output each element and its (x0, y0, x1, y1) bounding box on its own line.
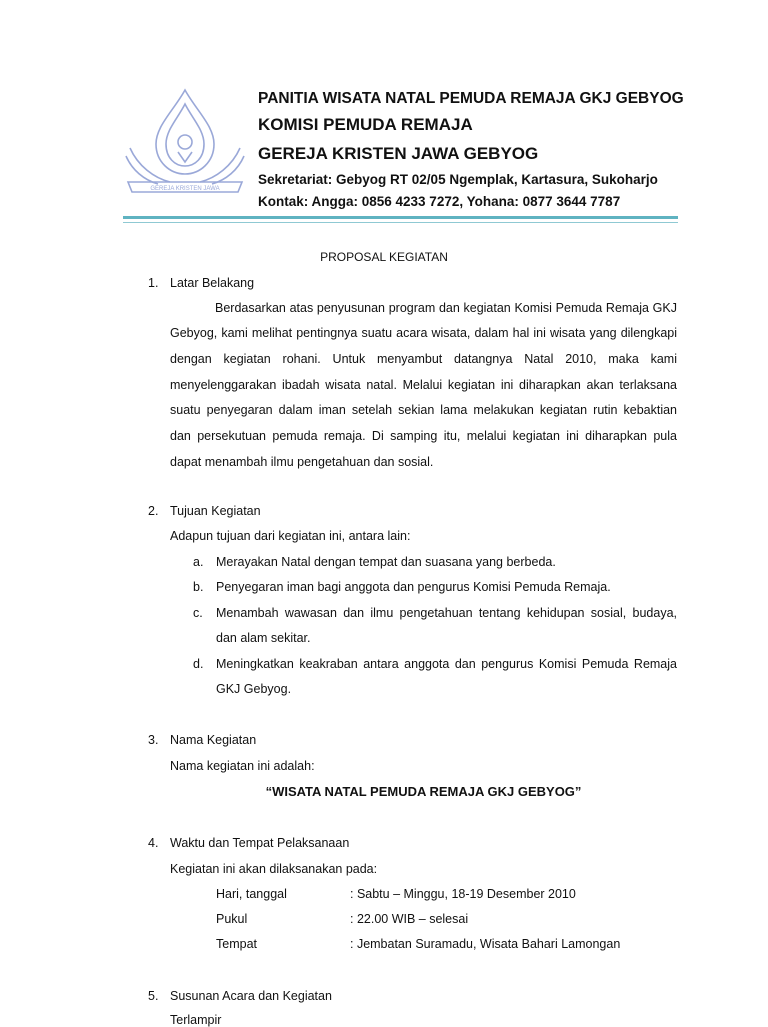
paragraph-line: Berdasarkan atas penyusunan program dan kegiatan Komisi Pemuda Remaja GKJ (215, 301, 677, 315)
schedule-label: Pukul (216, 912, 248, 926)
schedule-label: Tempat (216, 937, 257, 951)
section-heading: Tujuan Kegiatan (170, 504, 261, 518)
section-intro: Kegiatan ini akan dilaksanakan pada: (170, 862, 378, 876)
list-item: Merayakan Natal dengan tempat dan suasana yang berbeda. (216, 555, 556, 569)
logo-text: GEREJA KRISTEN JAWA (150, 186, 220, 192)
list-item: Menambah wawasan dan ilmu pengetahuan tentang kehidupan sosial, budaya, (216, 606, 677, 620)
section-heading: Waktu dan Tempat Pelaksanaan (170, 836, 350, 850)
list-item-continuation: dan alam sekitar. (216, 631, 311, 645)
section-number: 5. (148, 989, 159, 1003)
section-intro: Adapun tujuan dari kegiatan ini, antara lain: (170, 529, 411, 543)
section-intro: Terlampir (170, 1013, 222, 1027)
paragraph-line: Gebyog, kami melihat pentingnya suatu acara wisata, dalam hal ini wisata yang dilengkapi (170, 326, 677, 340)
paragraph-line: dan persekutuan pemuda remaja. Di samping itu, melalui kegiatan ini diharapkan pula (170, 429, 677, 443)
schedule-value: : Sabtu – Minggu, 18-19 Desember 2010 (350, 887, 576, 901)
list-letter: a. (193, 555, 204, 569)
list-letter: b. (193, 580, 204, 594)
document-title: PROPOSAL KEGIATAN (320, 250, 448, 264)
section-number: 4. (148, 836, 159, 850)
secretariat-address: Sekretariat: Gebyog RT 02/05 Ngemplak, Kartasura, Sukoharjo (258, 172, 658, 187)
section-number: 3. (148, 733, 159, 747)
paragraph-line: dapat menambah ilmu pengetahuan dan sosial. (170, 455, 434, 469)
list-item: Meningkatkan keakraban antara anggota dan pengurus Komisi Pemuda Remaja (216, 657, 677, 671)
church-name: GEREJA KRISTEN JAWA GEBYOG (258, 144, 539, 163)
paragraph-line: menyelenggarakan ibadah wisata natal. Melalui kegiatan ini diharapkan akan terlaksana (170, 378, 677, 392)
section-heading: Nama Kegiatan (170, 733, 257, 747)
section-heading: Latar Belakang (170, 276, 255, 290)
header-rule (123, 216, 678, 219)
commission-name: KOMISI PEMUDA REMAJA (258, 115, 473, 134)
section-number: 2. (148, 504, 159, 518)
section-heading: Susunan Acara dan Kegiatan (170, 989, 332, 1003)
church-logo (122, 86, 248, 198)
contact-info: Kontak: Angga: 0856 4233 7272, Yohana: 0877 3644 7787 (258, 194, 621, 209)
list-letter: c. (193, 606, 203, 620)
paragraph-line: suatu penyegaran dalam iman setelah sekian lama melakukan kegiatan rutin kebaktian (170, 403, 677, 417)
section-intro: Nama kegiatan ini adalah: (170, 759, 315, 773)
schedule-label: Hari, tanggal (216, 887, 287, 901)
committee-name: PANITIA WISATA NATAL PEMUDA REMAJA GKJ GEBYOG (258, 90, 684, 107)
paragraph-line: dengan kegiatan rohani. Untuk menyambut datangnya Natal 2010, maka kami (170, 352, 677, 366)
schedule-value: : 22.00 WIB – selesai (350, 912, 469, 926)
schedule-value: : Jembatan Suramadu, Wisata Bahari Lamongan (350, 937, 621, 951)
list-item-continuation: GKJ Gebyog. (216, 682, 292, 696)
event-name: “WISATA NATAL PEMUDA REMAJA GKJ GEBYOG” (265, 784, 582, 799)
list-item: Penyegaran iman bagi anggota dan pengurus Komisi Pemuda Remaja. (216, 580, 611, 594)
list-letter: d. (193, 657, 204, 671)
header-rule-thin (123, 222, 678, 223)
section-number: 1. (148, 276, 159, 290)
